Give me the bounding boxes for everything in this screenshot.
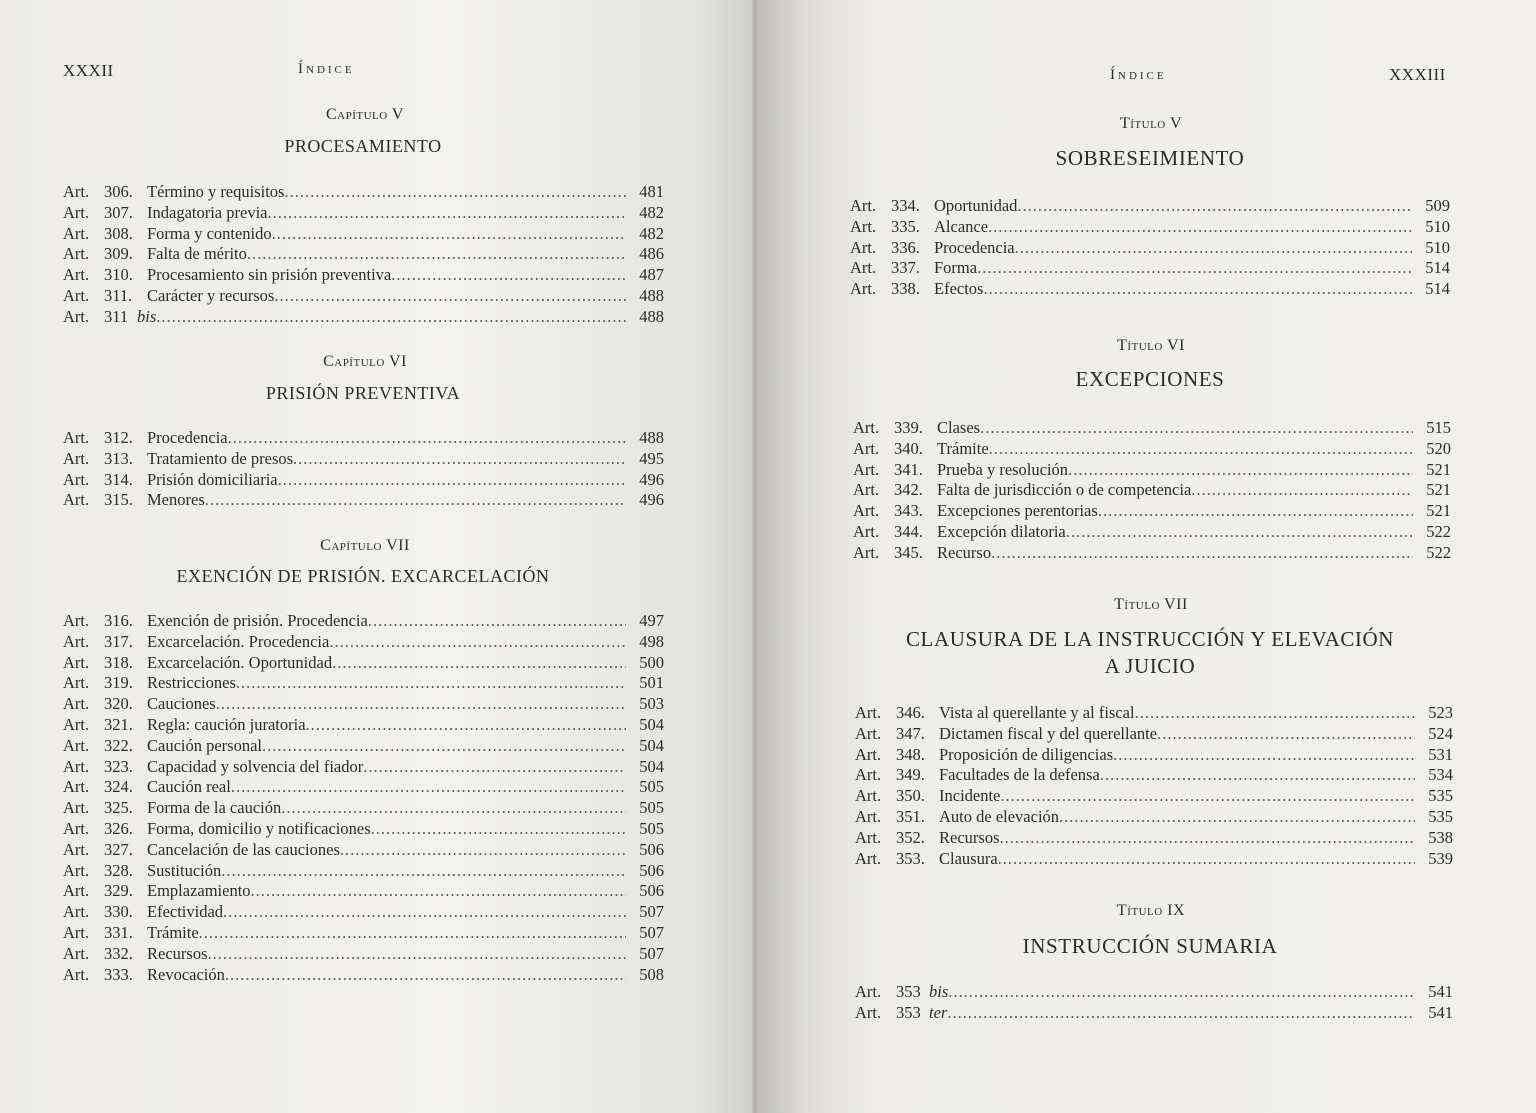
toc-entry: Art. 313. Tratamiento de presos ..... 495 [63,449,664,470]
left-folio: XXXII [63,61,114,80]
toc-entry: Art. 333. Revocación ..... 508 [63,965,664,986]
toc-entry: Art. 327. Cancelación de las cauciones ..... 506 [63,840,664,861]
chapter-label: Capítulo V [326,106,404,123]
toc-entry: Art. 307. Indagatoria previa ..... 482 [63,203,664,224]
chapter-label: Capítulo VII [320,537,410,554]
title-heading-line1: CLAUSURA DE LA INSTRUCCIÓN Y ELEVACIÓN [905,627,1395,651]
toc-entry: Art. 320. Cauciones ..... 503 [63,694,664,715]
toc-entry: Art. 350. Incidente ..... 535 [855,786,1453,807]
toc-entry: Art. 324. Caución real ..... 505 [63,777,664,798]
title-heading-line2: A JUICIO [1104,654,1196,678]
toc-entry: Art. 334. Oportunidad ..... 509 [850,196,1450,217]
toc-entry: Art. 349. Facultades de la defensa ..... 534 [855,765,1453,786]
toc-entry: Art. 348. Proposición de diligencias ..... 531 [855,745,1453,766]
toc-entry: Art. 306. Término y requisitos ..... 481 [63,182,664,203]
toc-entry: Art. 311. Carácter y recursos ..... 488 [63,286,664,307]
toc-entry: Art. 322. Caución personal ..... 504 [63,736,664,757]
right-folio: XXXIII [1389,65,1446,84]
title-label: Título VII [1114,596,1188,613]
toc-entry: Art. 314. Prisión domiciliaria ..... 496 [63,470,664,491]
toc-entry: Art. 325. Forma de la caución ..... 505 [63,798,664,819]
toc-entry: Art. 351. Auto de elevación ..... 535 [855,807,1453,828]
toc-entry: Art. 335. Alcance ..... 510 [850,217,1450,238]
toc-entry: Art. 336. Procedencia ..... 510 [850,238,1450,259]
toc-entry: Art. 312. Procedencia ..... 488 [63,428,664,449]
toc-list [855,703,1453,869]
left-running-head: Índice [298,61,355,77]
toc-list [855,982,1453,1024]
toc-entry: Art. 339. Clases ..... 515 [853,418,1451,439]
toc-entry: Art. 347. Dictamen fiscal y del querellante ..... 524 [855,724,1453,745]
toc-entry: Art. 328. Sustitución ..... 506 [63,861,664,882]
title-heading: SOBRESEIMIENTO [1055,146,1245,170]
toc-entry: Art. 330. Efectividad ..... 507 [63,902,664,923]
toc-entry: Art. 310. Procesamiento sin prisión preventiva ..... 487 [63,265,664,286]
chapter-label: Capítulo VI [323,353,407,370]
toc-list [850,196,1450,300]
toc-entry: Art. 345. Recurso ..... 522 [853,543,1451,564]
toc-entry: Art. 341. Prueba y resolución ..... 521 [853,460,1451,481]
toc-entry: Art. 315. Menores ..... 496 [63,490,664,511]
chapter-title: PRISIÓN PREVENTIVA [265,383,461,403]
toc-list [63,611,664,985]
title-heading: EXCEPCIONES [1075,367,1225,391]
toc-entry: Art. 316. Exención de prisión. Procedencia ..... 497 [63,611,664,632]
toc-entry: Art. 318. Excarcelación. Oportunidad ..... 500 [63,653,664,674]
toc-list [853,418,1451,564]
toc-entry: Art. 323. Capacidad y solvencia del fiador ..... 504 [63,757,664,778]
title-label: Título V [1119,115,1183,132]
title-label: Título IX [1116,902,1186,919]
left-page [0,0,756,1113]
toc-entry: Art. 317. Excarcelación. Procedencia ..... 498 [63,632,664,653]
toc-entry: Art. 343. Excepciones perentorias ..... 521 [853,501,1451,522]
toc-entry: Art. 311 bis ..... 488 [63,307,664,328]
toc-entry: Art. 353 ter ..... 541 [855,1003,1453,1024]
toc-entry: Art. 346. Vista al querellante y al fiscal ..... 523 [855,703,1453,724]
toc-entry: Art. 353. Clausura ..... 539 [855,849,1453,870]
chapter-title: PROCESAMIENTO [284,136,442,156]
toc-entry: Art. 353 bis ..... 541 [855,982,1453,1003]
chapter-title: EXENCIÓN DE PRISIÓN. EXCARCELACIÓN [176,566,550,586]
right-page [756,0,1536,1113]
toc-entry: Art. 329. Emplazamiento ..... 506 [63,881,664,902]
toc-entry: Art. 332. Recursos ..... 507 [63,944,664,965]
toc-entry: Art. 338. Efectos ..... 514 [850,279,1450,300]
title-label: Título VI [1117,337,1185,354]
toc-entry: Art. 326. Forma, domicilio y notificaciones ..... 505 [63,819,664,840]
toc-entry: Art. 340. Trámite ..... 520 [853,439,1451,460]
toc-entry: Art. 344. Excepción dilatoria ..... 522 [853,522,1451,543]
toc-entry: Art. 321. Regla: caución juratoria ..... 504 [63,715,664,736]
toc-list [63,428,664,511]
toc-list [63,182,664,328]
toc-entry: Art. 337. Forma ..... 514 [850,258,1450,279]
toc-entry: Art. 319. Restricciones ..... 501 [63,673,664,694]
toc-entry: Art. 352. Recursos ..... 538 [855,828,1453,849]
toc-entry: Art. 308. Forma y contenido ..... 482 [63,224,664,245]
toc-entry: Art. 342. Falta de jurisdicción o de competencia ..... 521 [853,480,1451,501]
toc-entry: Art. 309. Falta de mérito ..... 486 [63,244,664,265]
right-running-head: Índice [1110,67,1167,83]
toc-entry: Art. 331. Trámite ..... 507 [63,923,664,944]
title-heading: INSTRUCCIÓN SUMARIA [1022,934,1278,958]
